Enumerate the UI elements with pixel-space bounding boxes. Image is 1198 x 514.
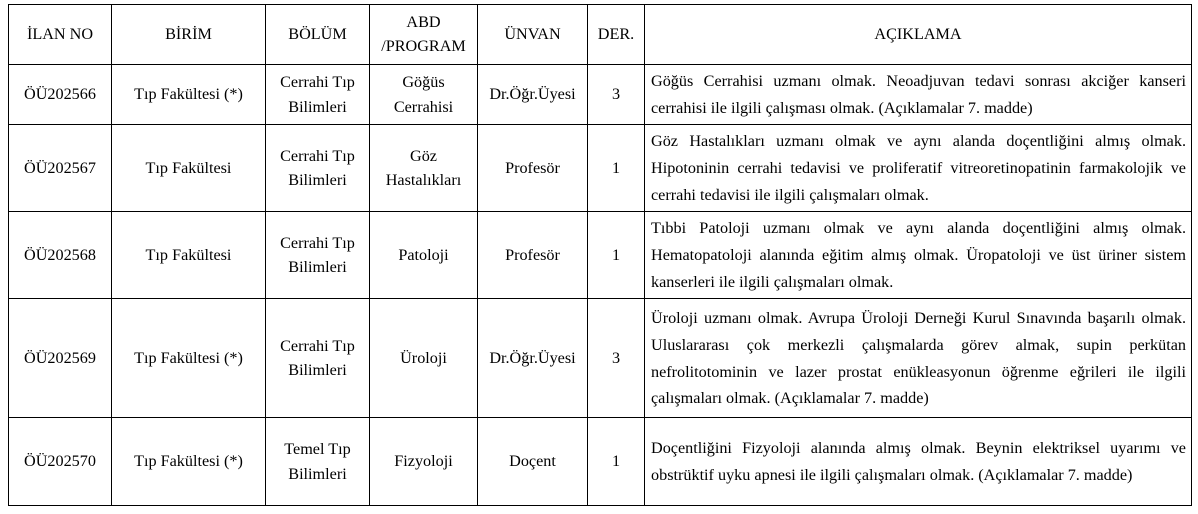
cell-der: 3 (588, 65, 645, 125)
header-bolum: BÖLÜM (266, 5, 370, 65)
cell-abd: Patoloji (370, 212, 478, 299)
cell-abd: Göz Hastalıkları (370, 125, 478, 212)
cell-ilan-no: ÖÜ202568 (9, 212, 112, 299)
cell-der: 1 (588, 125, 645, 212)
cell-birim: Tıp Fakültesi (*) (112, 65, 266, 125)
header-unvan: ÜNVAN (478, 5, 588, 65)
cell-aciklama: Üroloji uzmanı olmak. Avrupa Üroloji Derneği Kurul Sınavında başarılı olmak. Uluslararası çok merkezli çalışmalarda görev almak, supin perkütan nefrolitotominin ve lazer prostat enükleasyonun öğrenme eğrileri ile ilgili çalışmaları olmak. (Açıklamalar 7. madde) (645, 299, 1192, 418)
cell-bolum: Cerrahi Tıp Bilimleri (266, 125, 370, 212)
cell-abd: Üroloji (370, 299, 478, 418)
cell-der: 3 (588, 299, 645, 418)
cell-bolum: Temel Tıp Bilimleri (266, 418, 370, 506)
cell-aciklama: Tıbbi Patoloji uzmanı olmak ve aynı alanda doçentliğini almış olmak. Hematopatoloji alanında eğitim almış olmak. Üropatoloji ve üst üriner sistem kanserleri ile ilgili çalışmaları olmak. (645, 212, 1192, 299)
cell-aciklama: Göğüs Cerrahisi uzmanı olmak. Neoadjuvan tedavi sonrası akciğer kanseri cerrahisi ile ilgili çalışması olmak. (Açıklamalar 7. madde) (645, 65, 1192, 125)
header-aciklama: AÇIKLAMA (645, 5, 1192, 65)
cell-bolum: Cerrahi Tıp Bilimleri (266, 65, 370, 125)
cell-ilan-no: ÖÜ202569 (9, 299, 112, 418)
job-listing-table (8, 4, 1192, 506)
header-der: DER. (588, 5, 645, 65)
cell-bolum: Cerrahi Tıp Bilimleri (266, 299, 370, 418)
cell-unvan: Doçent (478, 418, 588, 506)
cell-aciklama: Doçentliğini Fizyoloji alanında almış olmak. Beynin elektriksel uyarımı ve obstrüktif uyku apnesi ile ilgili çalışmaları olmak. (Açıklamalar 7. madde) (645, 418, 1192, 506)
header-abd-program: ABD /PROGRAM (370, 5, 478, 65)
cell-der: 1 (588, 418, 645, 506)
table-row (9, 299, 1192, 418)
cell-der: 1 (588, 212, 645, 299)
cell-unvan: Dr.Öğr.Üyesi (478, 65, 588, 125)
table-row (9, 212, 1192, 299)
cell-birim: Tıp Fakültesi (112, 125, 266, 212)
cell-unvan: Dr.Öğr.Üyesi (478, 299, 588, 418)
cell-birim: Tıp Fakültesi (112, 212, 266, 299)
cell-unvan: Profesör (478, 212, 588, 299)
cell-abd: Fizyoloji (370, 418, 478, 506)
cell-ilan-no: ÖÜ202570 (9, 418, 112, 506)
header-ilan-no: İLAN NO (9, 5, 112, 65)
header-row (9, 5, 1192, 65)
cell-ilan-no: ÖÜ202567 (9, 125, 112, 212)
cell-birim: Tıp Fakültesi (*) (112, 299, 266, 418)
cell-abd: Göğüs Cerrahisi (370, 65, 478, 125)
cell-unvan: Profesör (478, 125, 588, 212)
cell-aciklama: Göz Hastalıkları uzmanı olmak ve aynı alanda doçentliğini almış olmak. Hipotoninin cerrahi tedavisi ve proliferatif vitreoretinopatinin farmakolojik ve cerrahi tedavisi ile ilgili çalışmaları olmak. (645, 125, 1192, 212)
table-row (9, 65, 1192, 125)
cell-birim: Tıp Fakültesi (*) (112, 418, 266, 506)
table-row (9, 418, 1192, 506)
header-birim: BİRİM (112, 5, 266, 65)
cell-ilan-no: ÖÜ202566 (9, 65, 112, 125)
table-row (9, 125, 1192, 212)
cell-bolum: Cerrahi Tıp Bilimleri (266, 212, 370, 299)
